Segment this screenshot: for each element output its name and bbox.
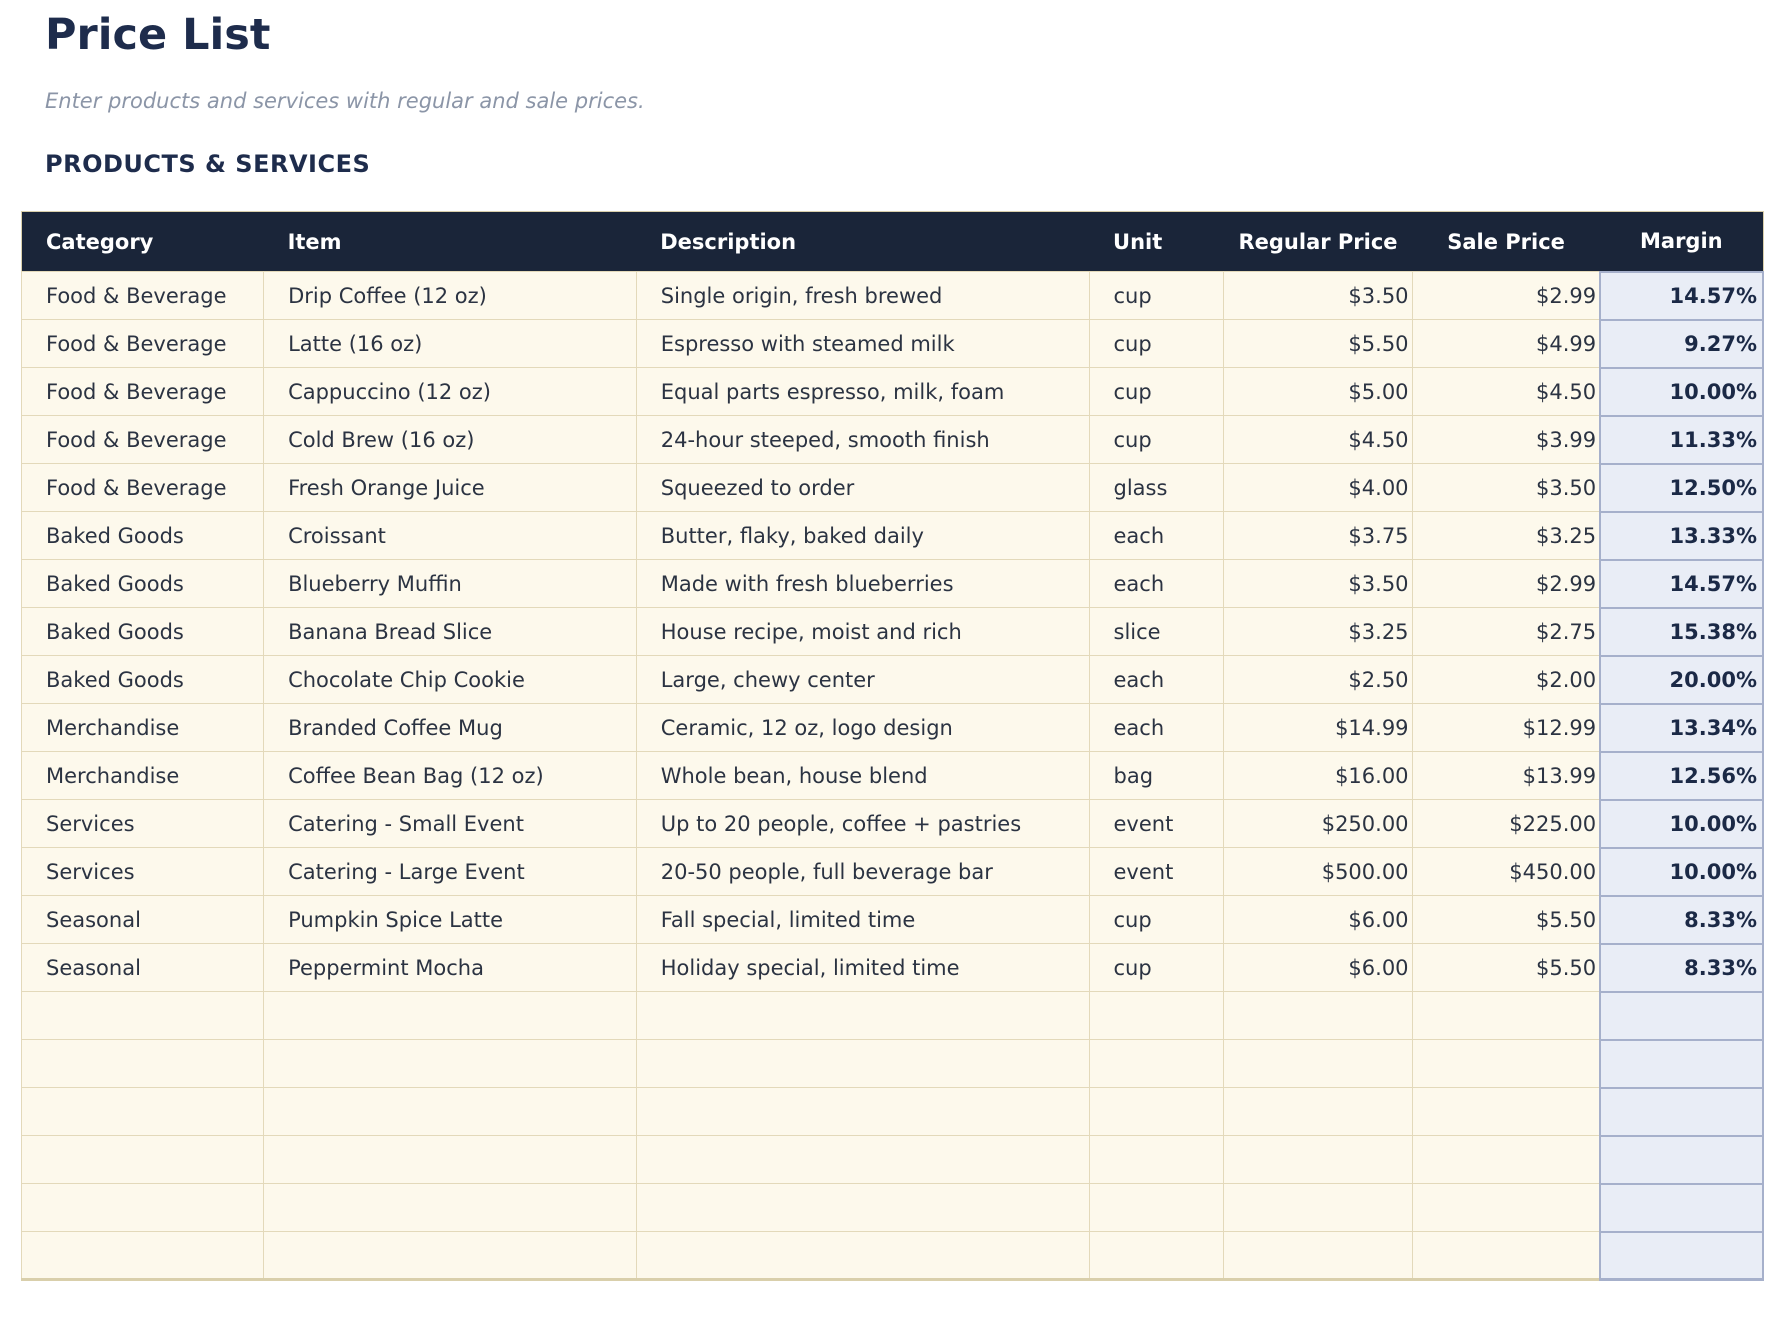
cell-margin[interactable] xyxy=(1600,1184,1763,1232)
cell-description[interactable]: 24-hour steeped, smooth finish xyxy=(636,416,1089,464)
table-row xyxy=(22,656,1764,704)
cell-item[interactable]: Coffee Bean Bag (12 oz) xyxy=(264,752,637,800)
table-row xyxy=(22,464,1764,512)
cell-sale-price[interactable]: $450.00 xyxy=(1412,848,1600,896)
cell-item[interactable]: Chocolate Chip Cookie xyxy=(264,656,637,704)
section-heading: PRODUCTS & SERVICES xyxy=(45,150,371,178)
table-row xyxy=(22,704,1764,752)
cell-regular-price[interactable]: $5.00 xyxy=(1224,368,1412,416)
cell-unit[interactable]: cup xyxy=(1089,416,1224,464)
cell-description[interactable] xyxy=(636,1136,1089,1184)
cell-sale-price[interactable]: $2.75 xyxy=(1412,608,1600,656)
cell-category[interactable]: Seasonal xyxy=(22,896,264,944)
cell-description[interactable]: Ceramic, 12 oz, logo design xyxy=(636,704,1089,752)
cell-regular-price[interactable]: $3.75 xyxy=(1224,512,1412,560)
cell-regular-price[interactable]: $14.99 xyxy=(1224,704,1412,752)
cell-margin[interactable]: 15.38% xyxy=(1600,608,1763,656)
cell-unit[interactable]: each xyxy=(1089,560,1224,608)
cell-sale-price[interactable]: $5.50 xyxy=(1412,896,1600,944)
cell-regular-price[interactable]: $5.50 xyxy=(1224,320,1412,368)
empty-table-row xyxy=(22,1040,1764,1088)
cell-category[interactable] xyxy=(22,1184,264,1232)
cell-sale-price[interactable]: $3.25 xyxy=(1412,512,1600,560)
cell-description[interactable]: Holiday special, limited time xyxy=(636,944,1089,992)
cell-description[interactable]: House recipe, moist and rich xyxy=(636,608,1089,656)
col-header-item: Item xyxy=(264,212,637,272)
col-header-sale-price: Sale Price xyxy=(1412,212,1600,272)
cell-margin[interactable] xyxy=(1600,992,1763,1040)
cell-margin[interactable]: 14.57% xyxy=(1600,560,1763,608)
empty-table-row xyxy=(22,1232,1764,1280)
cell-description[interactable]: Large, chewy center xyxy=(636,656,1089,704)
table-row xyxy=(22,944,1764,992)
cell-item[interactable]: Latte (16 oz) xyxy=(264,320,637,368)
cell-description[interactable]: Espresso with steamed milk xyxy=(636,320,1089,368)
cell-category[interactable]: Baked Goods xyxy=(22,512,264,560)
empty-table-row xyxy=(22,992,1764,1040)
col-header-description: Description xyxy=(636,212,1089,272)
price-table-body xyxy=(22,272,1764,1280)
cell-margin[interactable] xyxy=(1600,1088,1763,1136)
cell-description[interactable]: Equal parts espresso, milk, foam xyxy=(636,368,1089,416)
cell-regular-price[interactable]: $4.00 xyxy=(1224,464,1412,512)
table-row xyxy=(22,800,1764,848)
cell-sale-price[interactable] xyxy=(1412,1136,1600,1184)
cell-regular-price[interactable] xyxy=(1224,1136,1412,1184)
cell-regular-price[interactable]: $16.00 xyxy=(1224,752,1412,800)
table-row xyxy=(22,848,1764,896)
cell-unit[interactable]: cup xyxy=(1089,320,1224,368)
cell-regular-price[interactable]: $3.50 xyxy=(1224,560,1412,608)
cell-description[interactable] xyxy=(636,1232,1089,1280)
cell-unit[interactable]: cup xyxy=(1089,944,1224,992)
cell-unit[interactable]: each xyxy=(1089,656,1224,704)
cell-margin[interactable]: 10.00% xyxy=(1600,848,1763,896)
cell-item[interactable] xyxy=(264,1232,637,1280)
cell-sale-price[interactable]: $4.99 xyxy=(1412,320,1600,368)
table-row xyxy=(22,896,1764,944)
cell-sale-price[interactable]: $2.00 xyxy=(1412,656,1600,704)
cell-margin[interactable]: 10.00% xyxy=(1600,368,1763,416)
cell-regular-price[interactable]: $2.50 xyxy=(1224,656,1412,704)
cell-description[interactable] xyxy=(636,1088,1089,1136)
cell-regular-price[interactable]: $3.25 xyxy=(1224,608,1412,656)
cell-sale-price[interactable]: $4.50 xyxy=(1412,368,1600,416)
cell-unit[interactable] xyxy=(1089,1040,1224,1088)
cell-margin[interactable]: 12.50% xyxy=(1600,464,1763,512)
cell-unit[interactable]: cup xyxy=(1089,368,1224,416)
table-row xyxy=(22,416,1764,464)
cell-margin[interactable] xyxy=(1600,1232,1763,1280)
cell-item[interactable] xyxy=(264,1136,637,1184)
cell-regular-price[interactable] xyxy=(1224,992,1412,1040)
cell-regular-price[interactable]: $4.50 xyxy=(1224,416,1412,464)
table-row xyxy=(22,608,1764,656)
cell-margin[interactable]: 9.27% xyxy=(1600,320,1763,368)
empty-table-row xyxy=(22,1088,1764,1136)
cell-sale-price[interactable] xyxy=(1412,992,1600,1040)
cell-item[interactable]: Pumpkin Spice Latte xyxy=(264,896,637,944)
table-row xyxy=(22,368,1764,416)
cell-category[interactable]: Food & Beverage xyxy=(22,368,264,416)
cell-margin[interactable]: 20.00% xyxy=(1600,656,1763,704)
cell-margin[interactable]: 12.56% xyxy=(1600,752,1763,800)
cell-unit[interactable] xyxy=(1089,1184,1224,1232)
cell-margin[interactable]: 14.57% xyxy=(1600,272,1763,320)
cell-unit[interactable]: each xyxy=(1089,512,1224,560)
cell-sale-price[interactable] xyxy=(1412,1088,1600,1136)
cell-description[interactable]: Single origin, fresh brewed xyxy=(636,272,1089,320)
cell-category[interactable]: Baked Goods xyxy=(22,656,264,704)
cell-margin[interactable]: 10.00% xyxy=(1600,800,1763,848)
col-header-category: Category xyxy=(22,212,264,272)
cell-sale-price[interactable]: $2.99 xyxy=(1412,560,1600,608)
cell-category[interactable]: Baked Goods xyxy=(22,608,264,656)
cell-unit[interactable]: slice xyxy=(1089,608,1224,656)
cell-category[interactable]: Merchandise xyxy=(22,704,264,752)
cell-category[interactable]: Merchandise xyxy=(22,752,264,800)
cell-category[interactable] xyxy=(22,1232,264,1280)
cell-margin[interactable]: 13.33% xyxy=(1600,512,1763,560)
cell-unit[interactable] xyxy=(1089,1136,1224,1184)
col-header-regular-price: Regular Price xyxy=(1224,212,1412,272)
cell-item[interactable] xyxy=(264,1088,637,1136)
cell-regular-price[interactable]: $6.00 xyxy=(1224,944,1412,992)
cell-sale-price[interactable]: $12.99 xyxy=(1412,704,1600,752)
cell-margin[interactable]: 8.33% xyxy=(1600,896,1763,944)
cell-item[interactable]: Banana Bread Slice xyxy=(264,608,637,656)
col-header-margin: Margin xyxy=(1600,212,1763,272)
cell-sale-price[interactable]: $13.99 xyxy=(1412,752,1600,800)
cell-category[interactable]: Food & Beverage xyxy=(22,320,264,368)
cell-item[interactable]: Catering - Large Event xyxy=(264,848,637,896)
cell-category[interactable]: Services xyxy=(22,800,264,848)
table-row xyxy=(22,320,1764,368)
cell-description[interactable] xyxy=(636,992,1089,1040)
cell-item[interactable]: Blueberry Muffin xyxy=(264,560,637,608)
cell-unit[interactable]: each xyxy=(1089,704,1224,752)
cell-description[interactable] xyxy=(636,1040,1089,1088)
cell-unit[interactable]: cup xyxy=(1089,896,1224,944)
cell-item[interactable] xyxy=(264,1184,637,1232)
table-row xyxy=(22,752,1764,800)
cell-description[interactable]: Made with fresh blueberries xyxy=(636,560,1089,608)
cell-category[interactable]: Seasonal xyxy=(22,944,264,992)
cell-item[interactable]: Catering - Small Event xyxy=(264,800,637,848)
cell-unit[interactable]: cup xyxy=(1089,272,1224,320)
cell-category[interactable] xyxy=(22,1088,264,1136)
cell-item[interactable]: Fresh Orange Juice xyxy=(264,464,637,512)
cell-margin[interactable]: 13.34% xyxy=(1600,704,1763,752)
cell-category[interactable]: Food & Beverage xyxy=(22,464,264,512)
cell-item[interactable]: Peppermint Mocha xyxy=(264,944,637,992)
cell-item[interactable] xyxy=(264,992,637,1040)
cell-item[interactable]: Cappuccino (12 oz) xyxy=(264,368,637,416)
cell-regular-price[interactable]: $3.50 xyxy=(1224,272,1412,320)
cell-regular-price[interactable]: $250.00 xyxy=(1224,800,1412,848)
cell-regular-price[interactable] xyxy=(1224,1088,1412,1136)
cell-description[interactable]: 20-50 people, full beverage bar xyxy=(636,848,1089,896)
price-table-header xyxy=(22,212,1764,272)
page-title: Price List xyxy=(45,10,271,60)
cell-margin[interactable] xyxy=(1600,1136,1763,1184)
cell-category[interactable]: Services xyxy=(22,848,264,896)
cell-item[interactable]: Branded Coffee Mug xyxy=(264,704,637,752)
cell-margin[interactable]: 8.33% xyxy=(1600,944,1763,992)
cell-unit[interactable]: event xyxy=(1089,848,1224,896)
cell-sale-price[interactable]: $2.99 xyxy=(1412,272,1600,320)
cell-sale-price[interactable] xyxy=(1412,1040,1600,1088)
cell-regular-price[interactable]: $6.00 xyxy=(1224,896,1412,944)
cell-sale-price[interactable] xyxy=(1412,1232,1600,1280)
cell-unit[interactable] xyxy=(1089,1088,1224,1136)
cell-unit[interactable] xyxy=(1089,992,1224,1040)
price-table xyxy=(21,211,1764,1281)
cell-description[interactable]: Fall special, limited time xyxy=(636,896,1089,944)
cell-unit[interactable]: bag xyxy=(1089,752,1224,800)
table-row xyxy=(22,560,1764,608)
table-row xyxy=(22,512,1764,560)
cell-item[interactable]: Croissant xyxy=(264,512,637,560)
cell-item[interactable]: Drip Coffee (12 oz) xyxy=(264,272,637,320)
cell-item[interactable] xyxy=(264,1040,637,1088)
cell-sale-price[interactable]: $3.50 xyxy=(1412,464,1600,512)
cell-sale-price[interactable]: $3.99 xyxy=(1412,416,1600,464)
cell-category[interactable]: Food & Beverage xyxy=(22,272,264,320)
cell-sale-price[interactable] xyxy=(1412,1184,1600,1232)
cell-sale-price[interactable]: $5.50 xyxy=(1412,944,1600,992)
cell-margin[interactable]: 11.33% xyxy=(1600,416,1763,464)
cell-margin[interactable] xyxy=(1600,1040,1763,1088)
cell-regular-price[interactable]: $500.00 xyxy=(1224,848,1412,896)
header-row xyxy=(22,212,1764,272)
cell-unit[interactable]: glass xyxy=(1089,464,1224,512)
cell-category[interactable]: Baked Goods xyxy=(22,560,264,608)
cell-category[interactable] xyxy=(22,1136,264,1184)
cell-item[interactable]: Cold Brew (16 oz) xyxy=(264,416,637,464)
cell-category[interactable] xyxy=(22,992,264,1040)
cell-category[interactable] xyxy=(22,1040,264,1088)
cell-regular-price[interactable] xyxy=(1224,1184,1412,1232)
cell-regular-price[interactable] xyxy=(1224,1232,1412,1280)
cell-description[interactable] xyxy=(636,1184,1089,1232)
col-header-unit: Unit xyxy=(1089,212,1224,272)
cell-unit[interactable]: event xyxy=(1089,800,1224,848)
table-row xyxy=(22,272,1764,320)
cell-description[interactable]: Whole bean, house blend xyxy=(636,752,1089,800)
cell-description[interactable]: Butter, flaky, baked daily xyxy=(636,512,1089,560)
cell-regular-price[interactable] xyxy=(1224,1040,1412,1088)
cell-category[interactable]: Food & Beverage xyxy=(22,416,264,464)
page-subtitle: Enter products and services with regular and sale prices. xyxy=(45,89,645,113)
cell-unit[interactable] xyxy=(1089,1232,1224,1280)
cell-description[interactable]: Up to 20 people, coffee + pastries xyxy=(636,800,1089,848)
cell-description[interactable]: Squeezed to order xyxy=(636,464,1089,512)
cell-sale-price[interactable]: $225.00 xyxy=(1412,800,1600,848)
empty-table-row xyxy=(22,1184,1764,1232)
empty-table-row xyxy=(22,1136,1764,1184)
